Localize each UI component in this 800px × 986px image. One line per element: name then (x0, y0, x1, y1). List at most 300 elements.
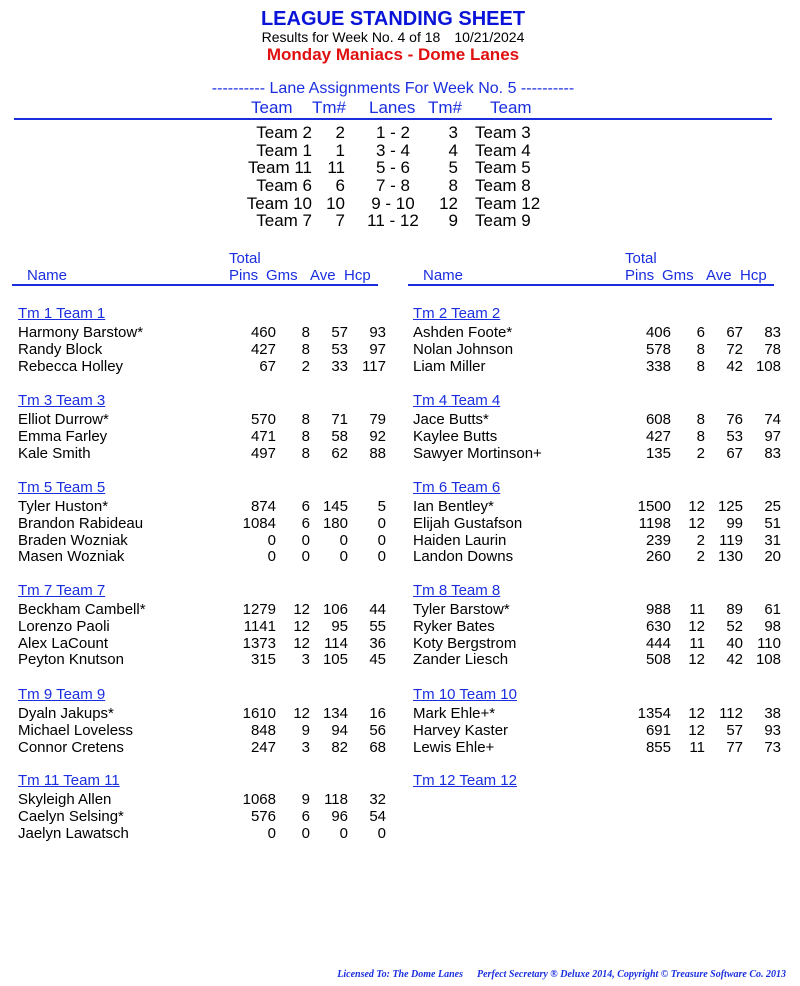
player-gms: 12 (293, 634, 310, 652)
player-name: Kaylee Butts (413, 427, 498, 445)
team-title-link[interactable]: Tm 1 Team 1 (18, 305, 106, 322)
player-gms: 11 (689, 738, 705, 756)
player-row (407, 427, 781, 445)
player-ave: 95 (331, 617, 348, 635)
player-ave: 114 (324, 634, 348, 652)
lane-team-right: Team 8 (475, 176, 531, 195)
lane-tm-left: 1 (335, 141, 345, 160)
player-hcp: 38 (764, 705, 781, 722)
player-pins: 1500 (637, 498, 671, 515)
player-name: Braden Wozniak (18, 531, 128, 549)
player-ave: 99 (726, 514, 743, 532)
player-ave: 57 (726, 721, 743, 739)
player-row (407, 548, 781, 566)
player-hcp: 108 (755, 357, 781, 375)
player-gms: 11 (689, 601, 705, 618)
player-row (12, 651, 386, 669)
player-name: Brandon Rabideau (18, 514, 144, 532)
results-week: Results for Week No. 4 of 18 (261, 29, 441, 45)
player-gms: 8 (301, 411, 310, 428)
team-title-link[interactable]: Tm 8 Team 8 (413, 582, 501, 599)
player-row (12, 721, 386, 739)
player-ave: 62 (331, 444, 348, 462)
player-pins: 444 (645, 634, 671, 652)
col-total-label: Total (625, 250, 657, 267)
player-gms: 8 (696, 340, 705, 358)
col-name-label: Name (423, 267, 464, 284)
player-ave: 112 (719, 705, 743, 722)
results-date: 10/21/2024 (454, 29, 525, 45)
player-ave: 67 (726, 324, 743, 341)
player-row (12, 498, 386, 515)
player-pins: 0 (267, 824, 276, 842)
footer-software: Perfect Secretary ® Deluxe 2014, Copyright © Treasure Software Co. 2013 (477, 969, 786, 980)
player-row (407, 705, 781, 722)
player-hcp: 110 (757, 634, 781, 652)
player-hcp: 0 (377, 824, 386, 842)
player-ave: 76 (726, 411, 743, 428)
player-ave: 58 (331, 427, 348, 445)
col-hcp-label: Hcp (344, 267, 371, 284)
player-pins: 1373 (242, 634, 276, 652)
player-ave: 134 (322, 705, 348, 722)
player-pins: 988 (645, 601, 671, 618)
player-row (407, 498, 781, 515)
team-title-link[interactable]: Tm 6 Team 6 (413, 479, 501, 496)
lane-assignment-row (0, 176, 786, 194)
team-title-link[interactable]: Tm 12 Team 12 (413, 772, 517, 789)
header-lanes: Lanes (369, 98, 416, 117)
player-gms: 2 (696, 548, 705, 566)
player-name: Koty Bergstrom (413, 634, 517, 652)
header-team-right: Team (490, 98, 532, 117)
player-ave: 180 (322, 514, 348, 532)
lane-tm-right: 3 (448, 123, 458, 142)
header-tm-left: Tm# (312, 98, 346, 117)
player-hcp: 56 (369, 721, 386, 739)
player-pins: 406 (645, 324, 671, 341)
player-ave: 130 (717, 548, 743, 566)
player-hcp: 20 (764, 548, 781, 566)
player-name: Tyler Huston* (18, 498, 109, 515)
player-row (12, 705, 386, 722)
player-row (407, 340, 781, 358)
lane-team-right: Team 5 (475, 158, 531, 177)
lane-lanes: 11 - 12 (367, 211, 419, 230)
lane-assignment-row (0, 123, 786, 141)
player-gms: 8 (301, 324, 310, 341)
lane-assignment-row (0, 194, 786, 212)
player-hcp: 16 (369, 705, 386, 722)
lane-team-left: Team 6 (256, 176, 312, 195)
lane-assignments-rule (14, 118, 772, 120)
player-hcp: 51 (764, 514, 781, 532)
player-name: Harvey Kaster (413, 721, 509, 739)
player-row (407, 444, 781, 462)
lane-tm-left: 7 (335, 211, 345, 230)
player-name: Tyler Barstow* (413, 601, 510, 618)
col-name-label: Name (27, 267, 68, 284)
player-hcp: 44 (369, 601, 386, 618)
col-gms-label: Gms (266, 267, 298, 284)
player-hcp: 83 (764, 444, 781, 462)
player-name: Ashden Foote* (413, 324, 513, 341)
sheet-title: LEAGUE STANDING SHEET (260, 8, 526, 30)
player-row (407, 514, 781, 532)
col-ave-label: Ave (706, 267, 732, 284)
player-ave: 125 (717, 498, 743, 515)
player-hcp: 97 (764, 427, 781, 445)
player-hcp: 98 (764, 617, 781, 635)
lane-assignments-title: ---------- Lane Assignments For Week No. 5 ---------- (211, 80, 575, 97)
column-headers-right (396, 250, 786, 284)
player-name: Haiden Laurin (413, 531, 507, 549)
player-name: Rebecca Holley (18, 357, 124, 375)
player-gms: 8 (301, 340, 310, 358)
lane-tm-right: 8 (448, 176, 458, 195)
player-pins: 427 (250, 340, 276, 358)
player-gms: 12 (688, 514, 705, 532)
player-pins: 315 (250, 651, 276, 669)
player-row (12, 357, 386, 375)
player-hcp: 54 (369, 807, 386, 825)
team-title-link[interactable]: Tm 9 Team 9 (18, 686, 106, 703)
player-name: Dyaln Jakups* (18, 705, 114, 722)
player-hcp: 92 (369, 427, 386, 445)
player-ave: 0 (339, 531, 348, 549)
player-gms: 0 (301, 548, 310, 566)
player-hcp: 0 (377, 514, 386, 532)
header-tm-right: Tm# (428, 98, 462, 117)
player-hcp: 5 (377, 498, 386, 515)
lane-team-right: Team 3 (475, 123, 531, 142)
player-row (12, 807, 386, 825)
player-hcp: 73 (764, 738, 781, 756)
col-ave-label: Ave (310, 267, 336, 284)
column-headers-left (0, 250, 390, 284)
player-name: Elliot Durrow* (18, 411, 109, 428)
team-title-link[interactable]: Tm 3 Team 3 (18, 392, 106, 409)
player-hcp: 83 (764, 324, 781, 341)
player-hcp: 108 (755, 651, 781, 669)
player-hcp: 45 (369, 651, 386, 669)
player-row (407, 634, 781, 652)
lane-team-right: Team 12 (475, 194, 541, 213)
player-ave: 119 (719, 531, 743, 549)
player-row (407, 357, 781, 375)
player-row (12, 634, 386, 652)
lane-assignments-header (0, 98, 786, 118)
lane-assignment-row (0, 141, 786, 159)
lane-team-left: Team 1 (256, 141, 312, 160)
player-pins: 67 (259, 357, 276, 375)
player-name: Harmony Barstow* (18, 324, 144, 341)
player-ave: 105 (322, 651, 348, 669)
player-gms: 2 (301, 357, 310, 375)
lane-team-right: Team 4 (475, 141, 531, 160)
player-name: Zander Liesch (413, 651, 509, 669)
player-ave: 82 (331, 738, 348, 756)
player-row (12, 548, 386, 566)
player-ave: 67 (726, 444, 743, 462)
player-ave: 71 (331, 411, 348, 428)
player-ave: 89 (726, 601, 743, 618)
player-pins: 578 (645, 340, 671, 358)
col-total-label: Total (229, 250, 261, 267)
player-row (12, 791, 386, 808)
lane-team-left: Team 11 (248, 158, 312, 177)
player-name: Landon Downs (413, 548, 514, 566)
team-title-link[interactable]: Tm 10 Team 10 (413, 686, 517, 703)
player-ave: 77 (726, 738, 743, 756)
player-row (407, 738, 781, 756)
player-gms: 6 (301, 514, 310, 532)
player-pins: 1354 (637, 705, 671, 722)
player-pins: 848 (250, 721, 276, 739)
player-ave: 106 (322, 601, 348, 618)
player-hcp: 0 (377, 531, 386, 549)
lane-tm-left: 2 (335, 123, 345, 142)
player-pins: 576 (250, 807, 276, 825)
player-name: Beckham Cambell* (18, 601, 146, 618)
player-hcp: 88 (369, 444, 386, 462)
player-row (12, 427, 386, 445)
team-title-link[interactable]: Tm 2 Team 2 (413, 305, 501, 322)
player-gms: 12 (688, 498, 705, 515)
player-row (407, 531, 781, 549)
player-pins: 1610 (242, 705, 276, 722)
player-row (12, 444, 386, 462)
player-gms: 8 (301, 444, 310, 462)
lane-team-left: Team 7 (256, 211, 312, 230)
player-pins: 460 (250, 324, 276, 341)
player-hcp: 36 (369, 634, 386, 652)
player-pins: 855 (645, 738, 671, 756)
player-ave: 94 (331, 721, 348, 739)
player-row (12, 738, 386, 756)
player-hcp: 61 (764, 601, 781, 618)
player-name: Elijah Gustafson (413, 514, 523, 532)
footer-license (0, 969, 786, 980)
lane-lanes: 7 - 8 (375, 176, 411, 195)
player-hcp: 93 (764, 721, 781, 739)
lane-tm-right: 12 (439, 194, 458, 213)
player-gms: 8 (696, 357, 705, 375)
player-row (407, 411, 781, 428)
lane-assignment-row (0, 158, 786, 176)
player-gms: 8 (696, 411, 705, 428)
player-hcp: 55 (369, 617, 386, 635)
col-pins-label: Pins (625, 267, 655, 284)
player-pins: 338 (645, 357, 671, 375)
player-name: Michael Loveless (18, 721, 134, 739)
player-name: Jaelyn Lawatsch (18, 824, 129, 842)
lane-lanes: 3 - 4 (375, 141, 411, 160)
player-gms: 3 (301, 651, 310, 669)
league-name: Monday Maniacs - Dome Lanes (266, 45, 520, 64)
player-row (407, 651, 781, 669)
player-hcp: 25 (764, 498, 781, 515)
player-name: Liam Miller (413, 357, 486, 375)
lane-tm-left: 10 (326, 194, 345, 213)
lane-tm-left: 11 (327, 158, 345, 177)
player-pins: 0 (267, 548, 276, 566)
column-rule-left (12, 284, 378, 286)
player-row (12, 531, 386, 549)
player-hcp: 97 (369, 340, 386, 358)
footer-licensed-to: Licensed To: The Dome Lanes (337, 969, 463, 980)
player-row (12, 824, 386, 842)
player-row (12, 617, 386, 635)
player-name: Mark Ehle+* (413, 705, 496, 722)
player-hcp: 117 (362, 357, 386, 375)
player-ave: 42 (726, 357, 743, 375)
player-pins: 508 (645, 651, 671, 669)
player-pins: 239 (645, 531, 671, 549)
player-name: Nolan Johnson (413, 340, 514, 358)
player-ave: 53 (331, 340, 348, 358)
lane-lanes: 9 - 10 (371, 194, 415, 213)
player-pins: 630 (645, 617, 671, 635)
player-name: Kale Smith (18, 444, 91, 462)
player-gms: 6 (696, 324, 705, 341)
lane-assignment-row (0, 211, 786, 229)
player-hcp: 93 (369, 324, 386, 341)
lane-team-left: Team 2 (256, 123, 312, 142)
lane-team-right: Team 9 (475, 211, 531, 230)
player-gms: 9 (301, 721, 310, 739)
player-ave: 42 (726, 651, 743, 669)
player-pins: 1068 (242, 791, 276, 808)
player-gms: 6 (301, 807, 310, 825)
player-pins: 135 (645, 444, 671, 462)
col-hcp-label: Hcp (740, 267, 767, 284)
player-name: Connor Cretens (18, 738, 124, 756)
player-pins: 570 (250, 411, 276, 428)
lane-tm-right: 5 (448, 158, 458, 177)
player-name: Peyton Knutson (18, 651, 124, 669)
player-name: Randy Block (18, 340, 103, 358)
player-pins: 1141 (243, 617, 276, 635)
player-hcp: 32 (369, 791, 386, 808)
team-title-link[interactable]: Tm 7 Team 7 (18, 582, 106, 599)
player-gms: 12 (688, 651, 705, 669)
team-title-link[interactable]: Tm 5 Team 5 (18, 479, 106, 496)
player-pins: 874 (250, 498, 276, 515)
player-ave: 33 (331, 357, 348, 375)
lane-tm-right: 4 (448, 141, 458, 160)
player-ave: 40 (726, 634, 743, 652)
player-name: Lewis Ehle+ (413, 738, 495, 756)
player-gms: 12 (688, 617, 705, 635)
player-ave: 53 (726, 427, 743, 445)
player-hcp: 68 (369, 738, 386, 756)
player-pins: 1279 (242, 601, 276, 618)
player-gms: 12 (293, 705, 310, 722)
team-title-link[interactable]: Tm 11 Team 11 (18, 772, 120, 789)
player-ave: 57 (331, 324, 348, 341)
player-name: Skyleigh Allen (18, 791, 112, 808)
player-hcp: 0 (377, 548, 386, 566)
player-pins: 260 (645, 548, 671, 566)
player-ave: 72 (726, 340, 743, 358)
player-pins: 247 (250, 738, 276, 756)
player-gms: 8 (696, 427, 705, 445)
player-hcp: 78 (764, 340, 781, 358)
lane-tm-right: 9 (448, 211, 458, 230)
player-name: Sawyer Mortinson+ (413, 444, 542, 462)
player-gms: 0 (301, 531, 310, 549)
player-name: Ian Bentley* (413, 498, 494, 515)
player-pins: 1198 (638, 514, 671, 532)
player-row (407, 721, 781, 739)
lane-tm-left: 6 (335, 176, 345, 195)
player-name: Jace Butts* (413, 411, 489, 428)
player-gms: 12 (293, 601, 310, 618)
player-row (12, 601, 386, 618)
player-gms: 9 (301, 791, 310, 808)
player-name: Alex LaCount (18, 634, 109, 652)
player-pins: 427 (645, 427, 671, 445)
player-pins: 0 (267, 531, 276, 549)
player-row (12, 324, 386, 341)
player-gms: 2 (696, 531, 705, 549)
header-team-left: Team (251, 98, 293, 117)
player-name: Lorenzo Paoli (18, 617, 110, 635)
column-rule-right (408, 284, 774, 286)
player-gms: 3 (301, 738, 310, 756)
player-pins: 471 (250, 427, 276, 445)
player-name: Masen Wozniak (18, 548, 125, 566)
lane-team-left: Team 10 (246, 194, 312, 213)
player-hcp: 79 (369, 411, 386, 428)
player-ave: 96 (331, 807, 348, 825)
player-gms: 12 (293, 617, 310, 635)
player-gms: 8 (301, 427, 310, 445)
player-row (12, 411, 386, 428)
player-row (12, 514, 386, 532)
player-name: Ryker Bates (413, 617, 495, 635)
player-gms: 0 (301, 824, 310, 842)
player-row (407, 617, 781, 635)
player-ave: 0 (339, 824, 348, 842)
player-hcp: 31 (764, 531, 781, 549)
player-gms: 11 (689, 634, 705, 652)
player-ave: 0 (339, 548, 348, 566)
lane-lanes: 5 - 6 (375, 158, 411, 177)
player-row (407, 324, 781, 341)
lane-lanes: 1 - 2 (375, 123, 411, 142)
player-hcp: 74 (764, 411, 781, 428)
player-gms: 12 (688, 705, 705, 722)
player-gms: 6 (301, 498, 310, 515)
player-name: Emma Farley (18, 427, 108, 445)
player-row (12, 340, 386, 358)
player-name: Caelyn Selsing* (18, 807, 124, 825)
player-row (407, 601, 781, 618)
player-pins: 608 (645, 411, 671, 428)
player-gms: 12 (688, 721, 705, 739)
player-gms: 2 (696, 444, 705, 462)
col-pins-label: Pins (229, 267, 259, 284)
team-title-link[interactable]: Tm 4 Team 4 (413, 392, 501, 409)
player-ave: 52 (726, 617, 743, 635)
results-line (0, 29, 786, 45)
player-pins: 1084 (242, 514, 276, 532)
player-ave: 118 (324, 791, 348, 808)
player-pins: 691 (645, 721, 671, 739)
col-gms-label: Gms (662, 267, 694, 284)
